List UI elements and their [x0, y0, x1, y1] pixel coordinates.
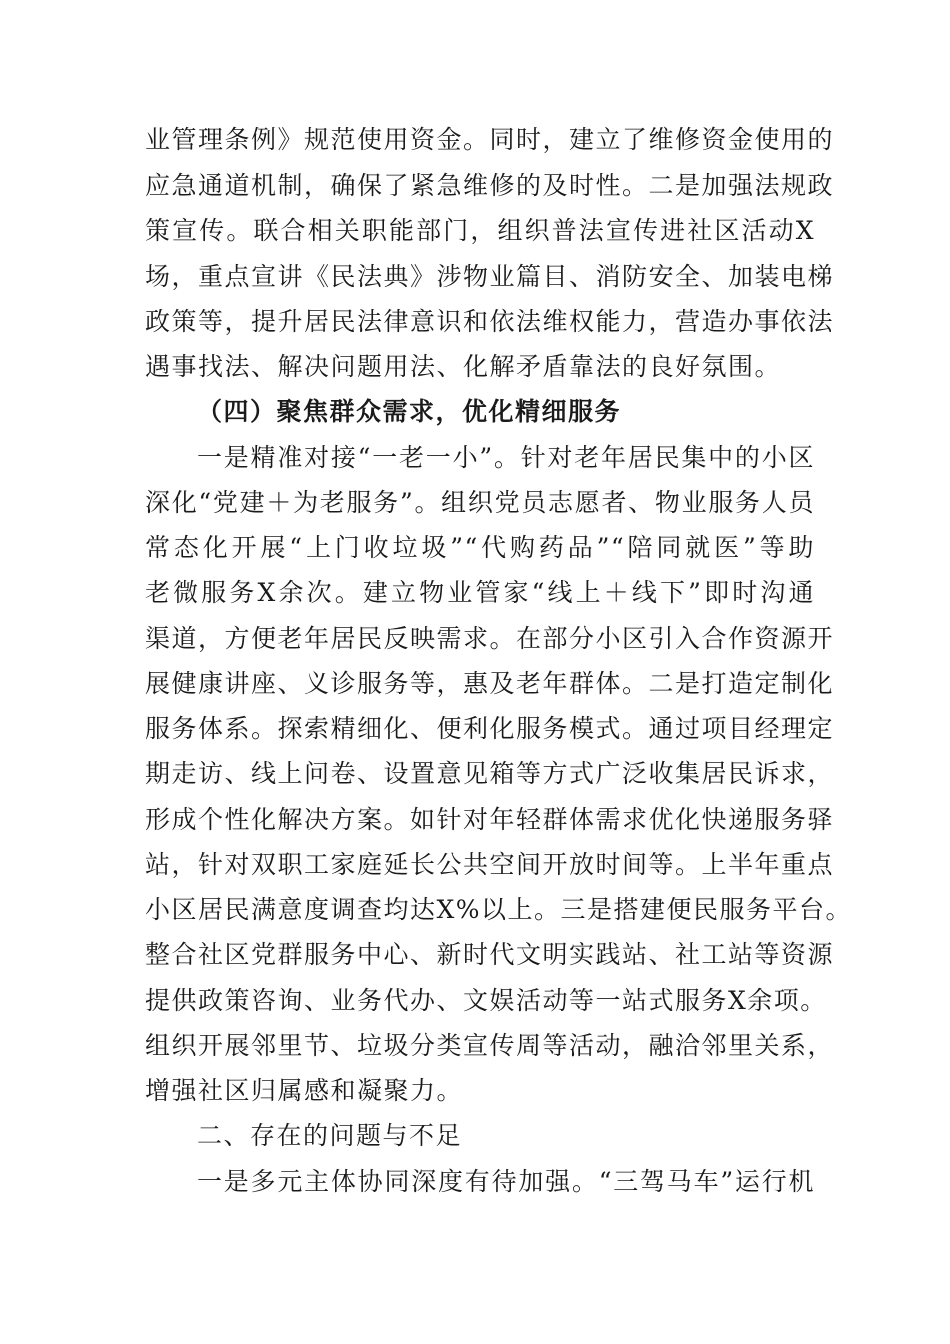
text-line: 整合社区党群服务中心、新时代文明实践站、社工站等资源: [145, 940, 835, 969]
text-line: 提供政策咨询、业务代办、文娱活动等一站式服务X余项。: [145, 986, 827, 1015]
text-line: 期走访、线上问卷、设置意见箱等方式广泛收集居民诉求，: [145, 759, 835, 788]
text-line: 展健康讲座、义诊服务等，惠及老年群体。二是打造定制化: [145, 669, 835, 698]
text-line: 增强社区归属感和凝聚力。: [145, 1076, 464, 1105]
text-line: 服务体系。探索精细化、便利化服务模式。通过项目经理定: [145, 714, 835, 743]
text-line: 业管理条例》规范使用资金。同时，建立了维修资金使用的: [145, 125, 835, 154]
text-line: 深化“党建＋为老服务”。组织党员志愿者、物业服务人员: [145, 488, 815, 517]
text-line: 一是多元主体协同深度有待加强。“三驾马车”运行机: [197, 1167, 815, 1196]
text-line: 小区居民满意度调查均达X%以上。三是搭建便民服务平台。: [145, 895, 853, 924]
text-line: 老微服务X余次。建立物业管家“线上＋线下”即时沟通: [145, 578, 815, 607]
text-line: 场，重点宣讲《民法典》涉物业篇目、消防安全、加装电梯: [145, 262, 835, 291]
text-line: 渠道，方便老年居民反映需求。在部分小区引入合作资源开: [145, 624, 835, 653]
text-line: 遇事找法、解决问题用法、化解矛盾靠法的良好氛围。: [145, 352, 782, 381]
text-line: 常态化开展“上门收垃圾”“代购药品”“陪同就医”等助: [145, 533, 815, 562]
text-line: 政策等，提升居民法律意识和依法维权能力，营造办事依法: [145, 307, 835, 336]
text-line: 形成个性化解决方案。如针对年轻群体需求优化快递服务驿: [145, 805, 835, 834]
text-line: 策宣传。联合相关职能部门，组织普法宣传进社区活动X: [145, 216, 815, 245]
text-line: 一是精准对接“一老一小”。针对老年居民集中的小区: [197, 443, 815, 472]
text-line: 站，针对双职工家庭延长公共空间开放时间等。上半年重点: [145, 850, 835, 879]
text-line: 应急通道机制，确保了紧急维修的及时性。二是加强法规政: [145, 171, 835, 200]
subsection-heading: （四）聚焦群众需求，优化精细服务: [197, 397, 622, 426]
text-line: 组织开展邻里节、垃圾分类宣传周等活动，融洽邻里关系，: [145, 1031, 835, 1060]
section-heading: 二、存在的问题与不足: [197, 1121, 463, 1150]
